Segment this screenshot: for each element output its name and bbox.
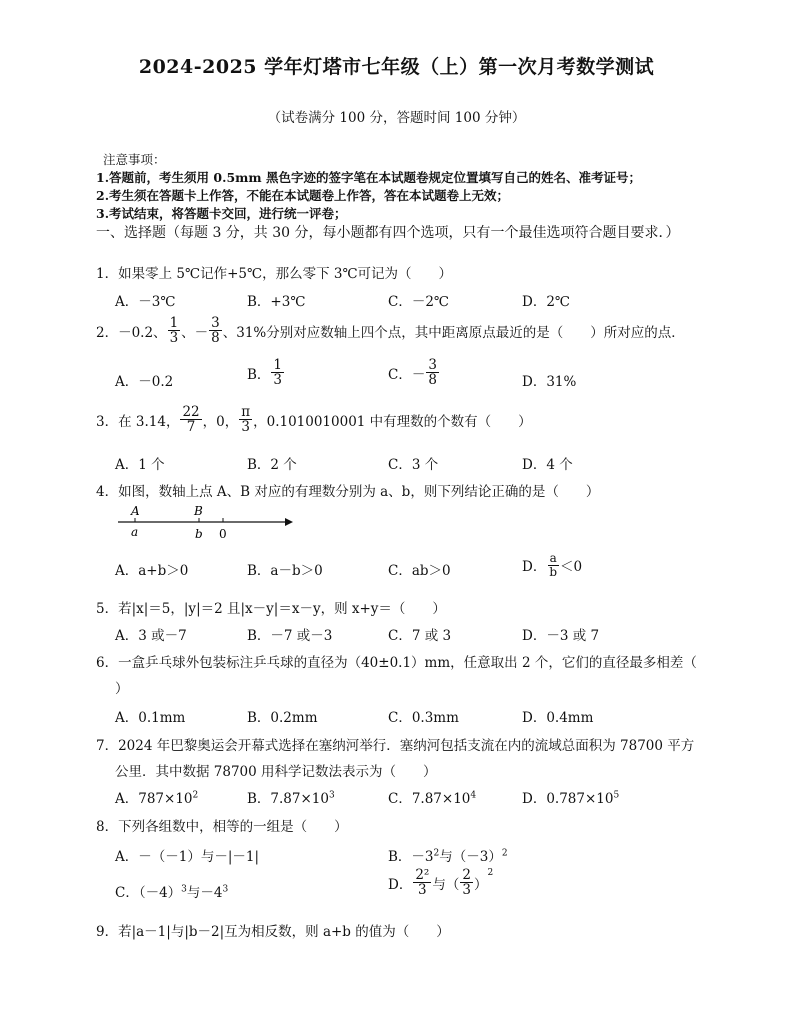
notice-heading: 注意事项：	[103, 152, 166, 167]
question-5-option-d: D．－3 或 7	[522, 628, 600, 644]
question-1-option-b: B．+3℃	[247, 294, 306, 310]
question-2-fraction-1: $\frac{1}{3}$	[169, 315, 179, 347]
section-heading-choice: 一、选择题（每题 3 分，共 30 分，每小题都有四个选项，只有一个最佳选项符合题目要求．）	[96, 225, 680, 241]
question-7-option-c: C．$7.87\times 10^4$	[388, 790, 477, 807]
question-2-option-b: B． $\frac{1}{3}$	[247, 357, 283, 389]
question-7-option-b: B．$7.87\times 10^3$	[247, 790, 335, 807]
question-8-stem: 8．下列各组数中，相等的一组是（ ）	[96, 819, 348, 835]
question-2-suffix: 、31%分别对应数轴上四个点，其中距离原点最近的是（ ）所对应的点．	[222, 324, 685, 341]
question-6-option-c: C．0.3mm	[388, 710, 459, 726]
number-line-figure	[110, 500, 310, 545]
question-5-stem: 5．若|x|＝5，|y|＝2 且|x－y|＝x－y，则 x+y＝（ ）	[96, 601, 446, 617]
question-4-stem: 4．如图，数轴上点 A、B 对应的有理数分别为 a、b，则下列结论正确的是（ ）	[96, 484, 600, 500]
question-1-option-c: C．－2℃	[388, 294, 450, 310]
question-4-option-a: A．a+b＞0	[115, 563, 189, 579]
question-3-fraction-2: $\frac{\pi}{3}$	[241, 404, 251, 436]
question-4-option-c: C．ab＞0	[388, 563, 451, 579]
question-3-stem: 3．在 3.14， $\frac{22}{7}$ ，0， $\frac{\pi}{3}$ ，0.1010010001 中有理数的个数有（ ）	[96, 404, 532, 436]
question-4-option-b: B．a－b＞0	[247, 563, 323, 579]
point-label-b-upper: B	[194, 504, 203, 518]
notice-item-3: 3.考试结束，将答题卡交回，进行统一评卷；	[96, 206, 347, 221]
question-1-option-a: A．－3℃	[115, 294, 176, 310]
question-6-stem-line-2: ）	[115, 681, 129, 697]
question-2-prefix: 2．－0.2、	[96, 324, 167, 341]
question-9-stem: 9．若|a－1|与|b－2|互为相反数，则 a+b 的值为（ ）	[96, 924, 450, 940]
question-6-option-b: B．0.2mm	[247, 710, 318, 726]
question-1-stem: 1．如果零上 5℃记作+5℃，那么零下 3℃可记为（ ）	[96, 266, 453, 282]
question-2-option-a: A．－0.2	[115, 374, 174, 390]
question-3-option-b: B．2 个	[247, 457, 297, 473]
question-2-option-d: D．31%	[522, 374, 577, 390]
notice-item-1: 1.答题前，考生须用 0.5mm 黑色字迹的签字笔在本试题卷规定位置填写自己的姓名、准考证号；	[96, 170, 641, 185]
question-6-option-d: D．0.4mm	[522, 710, 594, 726]
question-2-separator: 、－	[181, 324, 209, 341]
question-7-stem-line-1: 7．2024 年巴黎奥运会开幕式选择在塞纳河举行．塞纳河包括支流在内的流域总面积为 78700 平方	[96, 738, 695, 754]
question-8-option-b: B．$-3^2$与$(-3)^2$	[388, 848, 508, 865]
question-3-option-c: C．3 个	[388, 457, 439, 473]
question-8-option-c: C．$(-4)^3$与$-4^3$	[115, 884, 229, 901]
question-2-option-c: C． － $\frac{3}{8}$	[388, 357, 437, 389]
question-3-option-d: D．4 个	[522, 457, 573, 473]
question-5-option-a: A．3 或－7	[115, 628, 187, 644]
point-label-zero: 0	[219, 527, 227, 541]
question-7-option-a: A．$787\times 10^2$	[115, 790, 199, 807]
question-6-stem-line-1: 6．一盒乒乓球外包装标注乒乓球的直径为（40±0.1）mm，任意取出 2 个，它们的直径最多相差（	[96, 655, 697, 671]
point-label-a-lower: a	[131, 525, 139, 539]
point-label-b-lower: b	[195, 527, 203, 541]
point-label-a-upper: A	[131, 504, 140, 518]
exam-title: 2024-2025 学年灯塔市七年级（上）第一次月考数学测试	[138, 56, 655, 78]
question-2-stem	[96, 316, 685, 345]
question-4-option-d: D． $\frac{a}{b}$ ＜0	[522, 551, 583, 579]
notice-item-2: 2.考生须在答题卡上作答，不能在本试题卷上作答，答在本试题卷上无效；	[96, 188, 510, 203]
question-3-option-a: A．1 个	[115, 457, 165, 473]
question-2-fraction-2: $\frac{3}{8}$	[211, 315, 220, 347]
question-5-option-c: C．7 或 3	[388, 628, 452, 644]
question-6-option-a: A．0.1mm	[115, 710, 186, 726]
question-3-fraction-1: $\frac{22}{7}$	[182, 404, 200, 436]
question-7-option-d: D．$0.787\times 10^5$	[522, 790, 620, 807]
question-5-option-b: B．－7 或－3	[247, 628, 333, 644]
question-8-option-d: D． $\frac{\text{2²}}{3}$ 与（ $\frac{2}{3}$ ） $^2$	[388, 867, 494, 899]
question-1-option-d: D．2℃	[522, 294, 571, 310]
question-8-option-a: A．－（－1）与－|－1|	[115, 849, 260, 865]
question-7-stem-line-2: 公里．其中数据 78700 用科学记数法表示为（ ）	[115, 764, 437, 780]
exam-subtitle: （试卷满分 100 分，答题时间 100 分钟）	[267, 110, 526, 126]
number-line-arrow	[285, 518, 293, 526]
